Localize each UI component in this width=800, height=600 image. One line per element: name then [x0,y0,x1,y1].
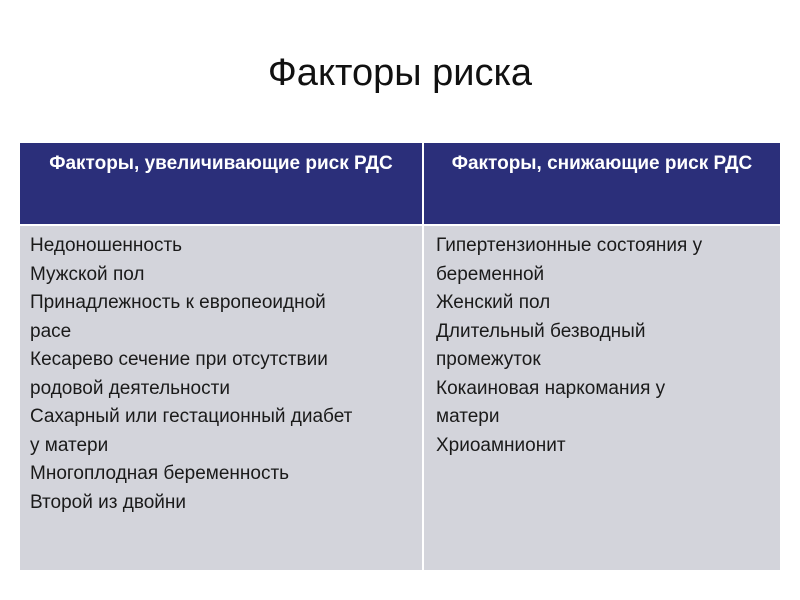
list-item: родовой деятельности [30,377,230,399]
list-item: матери [436,406,500,427]
list-item: Кесарево сечение при отсутствии [30,349,328,370]
list-item: Сахарный или гестационный диабет [30,406,353,427]
list-item: у матери [30,434,109,456]
list-item: Принадлежность к европеоидной [30,292,326,313]
increasing-risk-list [20,226,424,570]
list-item: промежуток [436,349,541,370]
decreasing-risk-list [424,226,780,570]
list-item: Второй из двойни [30,491,186,513]
header-decreasing-risk: Факторы, снижающие риск РДС [424,143,780,226]
page-title: Факторы риска [267,52,533,94]
list-item: Хриоамнионит [436,434,566,456]
list-item: Кокаиновая наркомания у [436,377,666,399]
list-item: беременной [436,263,545,285]
risk-factors-table [20,143,780,570]
list-item: Многоплодная беременность [30,463,290,484]
list-item: Гипертензионные состояния у [436,235,703,256]
list-item: Недоношенность [30,235,183,256]
list-item: Мужской пол [30,263,145,285]
list-item: расе [30,320,72,342]
header-increasing-risk: Факторы, увеличивающие риск РДС [20,143,424,226]
list-item: Женский пол [436,292,551,313]
list-item: Длительный безводный [436,320,646,342]
